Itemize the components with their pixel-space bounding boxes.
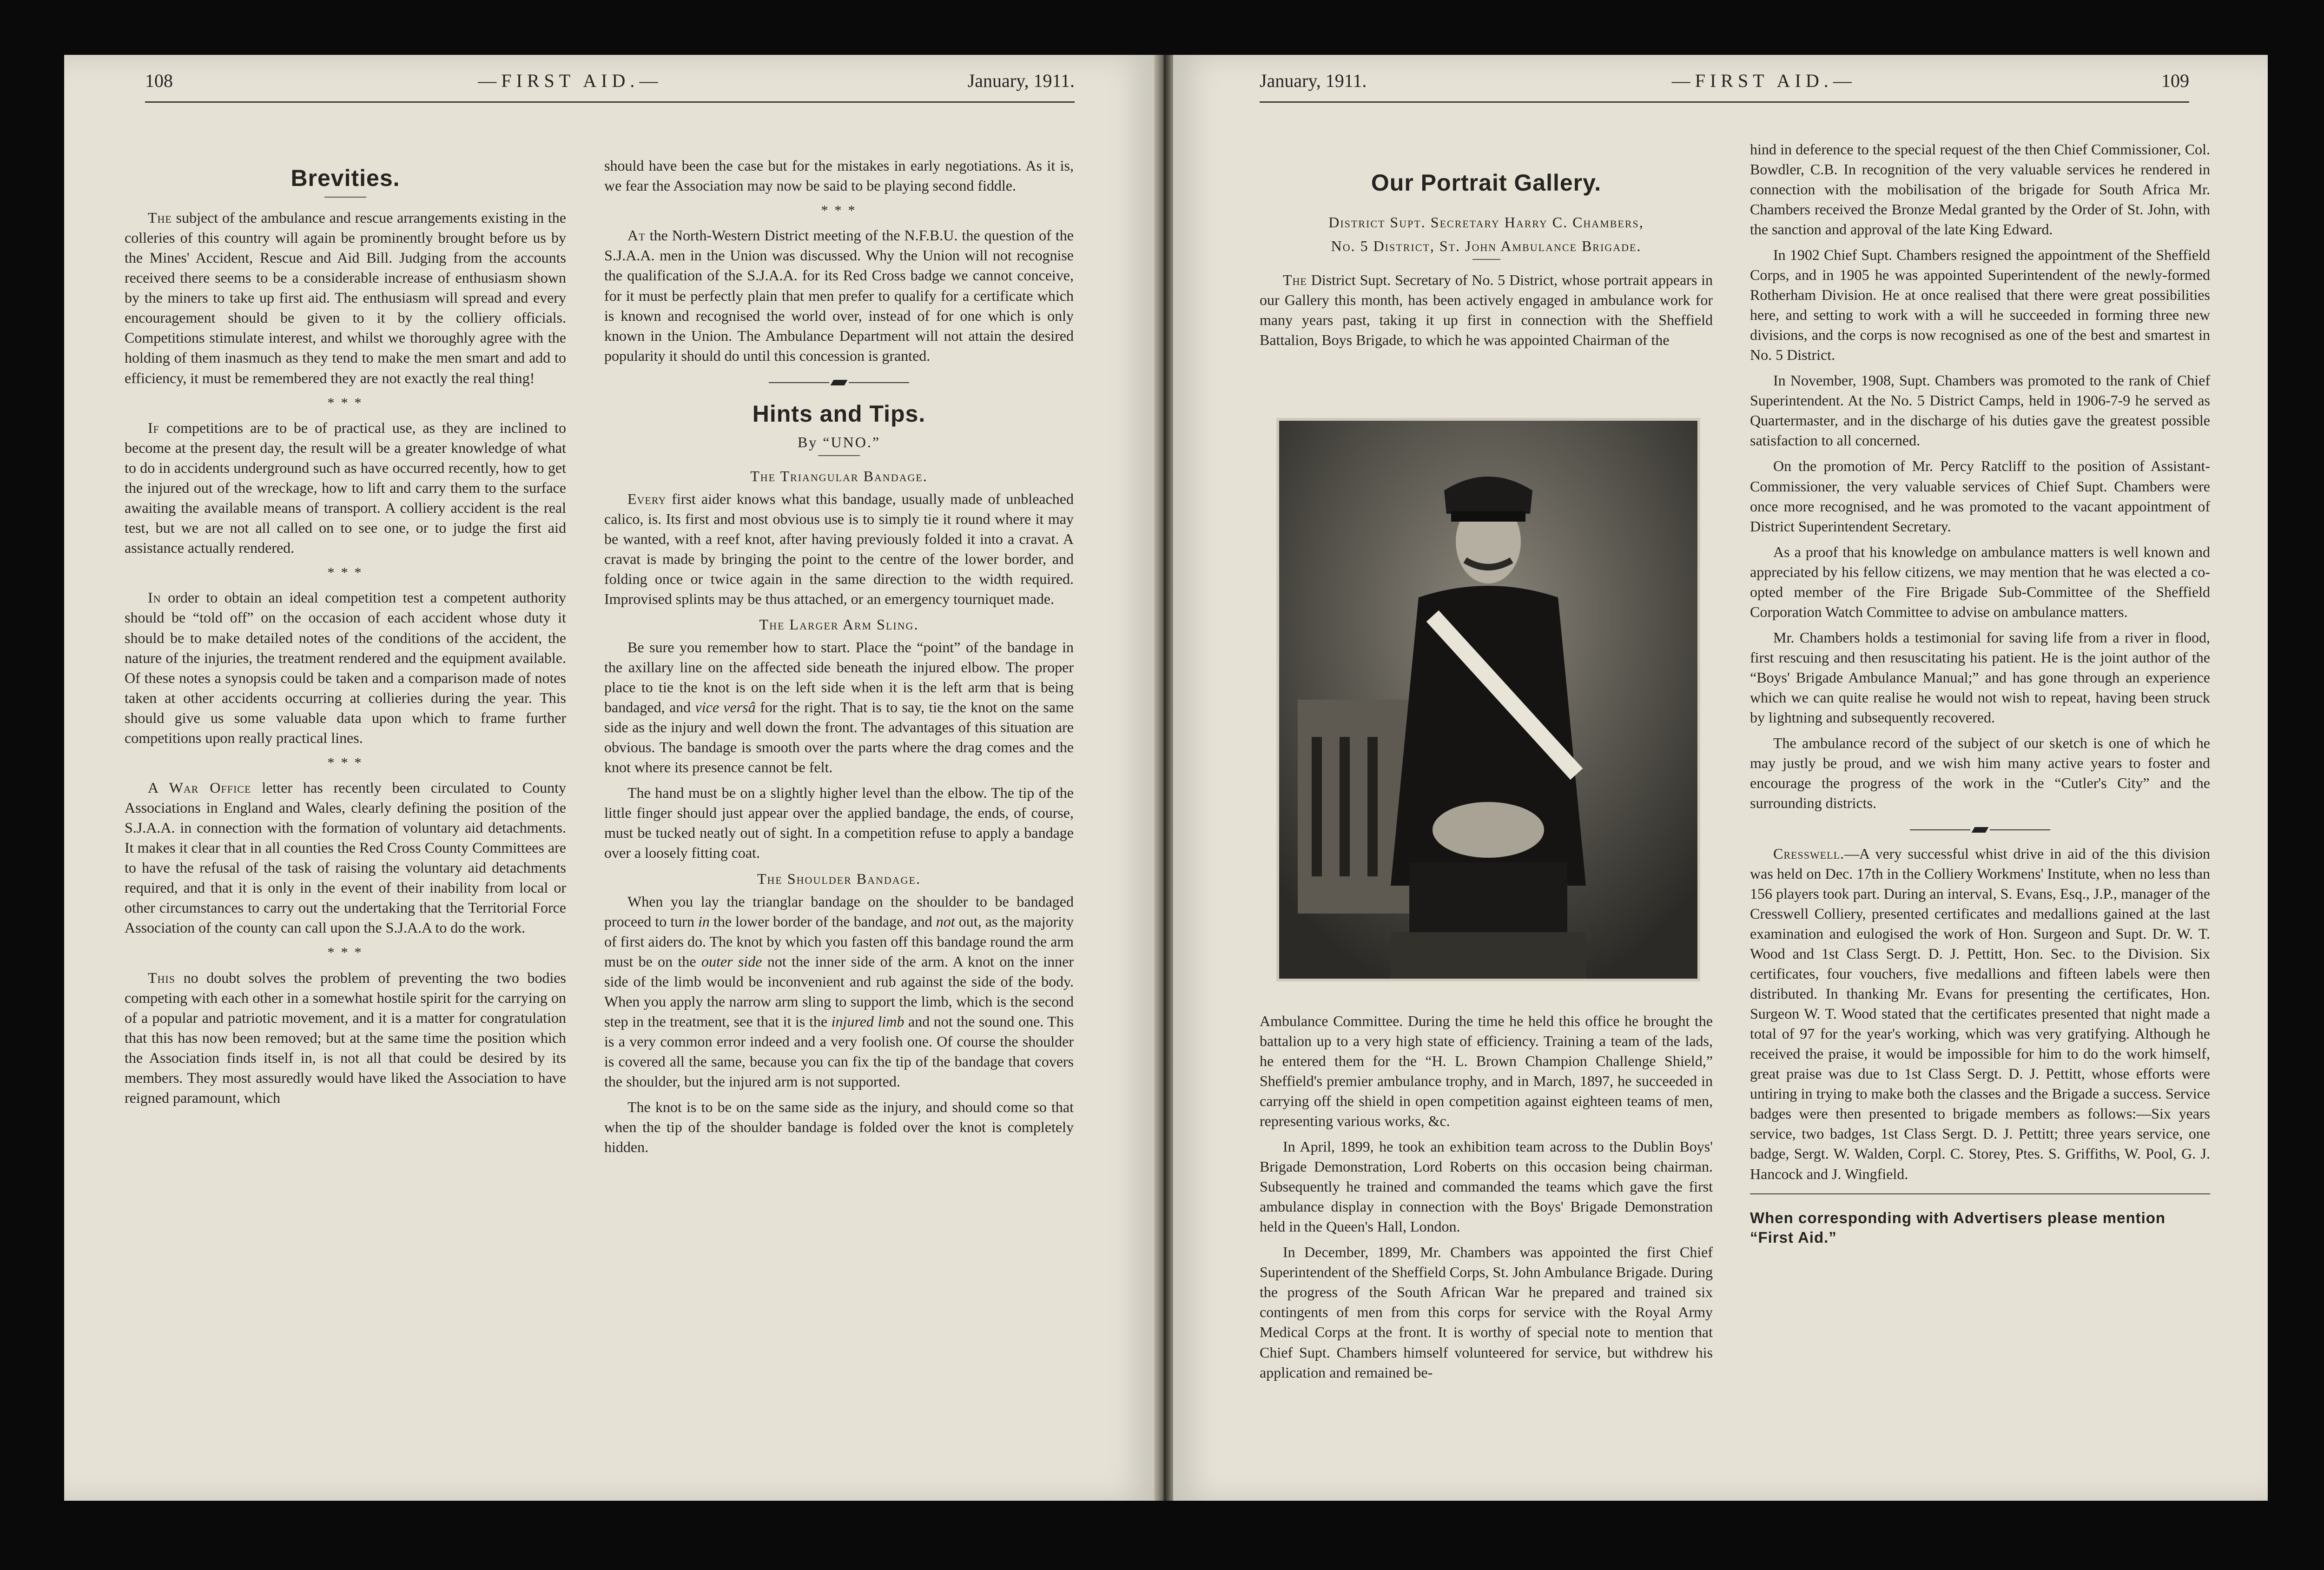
section-stars: * * * <box>327 945 363 961</box>
gallery-paragraph: District Supt. Secretary of No. 5 District, whose portrait appears in our Gallery this month, has been actively engaged in ambulance work for many years past, taking it up first in connection with the Sheffield Battalion, Boys Brigade, to which he was appointed Chairman of the <box>1260 272 1713 349</box>
advert-rule <box>1750 1193 2210 1194</box>
journal-title: —FIRST AID.— <box>478 70 663 91</box>
brevities-paragraph: should have been the case but for the mistakes in early negotiations. As it is, we fear the Association may now be said to be playing second fiddle. <box>604 157 1074 194</box>
journal-title: —FIRST AID.— <box>1671 70 1856 91</box>
header-rule <box>1260 101 2189 103</box>
section-stars: * * * <box>821 203 857 219</box>
cresswell-paragraph: —A very successful whist drive in aid of the this division was held on Dec. 17th in the Colliery Workmens' Institute, when no less than 156 players took part. During an interval, S. Evans, Esq., J.P., manager of the Cresswell Colliery, presented certificates and medallions gained at the last examination and eulogised the work of Hon. Surgeon and Supt. Dr. W. T. Wood and 1st Class Sergt. D. J. Pettitt, Hon. Sec. to the Division. Six certificates, four vouchers, five medallions and fifteen labels were then distributed. In thanking Mr. Evans for presenting the certificates, Hon. Surgeon W. T. Wood stated that the certificates presented that night made a total of 97 for the year's working, which was very gratifying. Although he received the praise, it would be impossible for him to do the work himself, great praise was due to 1st Class Sergt. D. J. Pettitt, whose efforts were untiring in trying to make both the classes and the Brigade a success. Service badges were then presented to brigade members as follows:—Six years service, two badges, 1st Class Sergt. D. J. Pettitt; three years service, one badge, Sergt. W. Walden, Corpl. C. Storey, Ptes. S. Griffiths, W. Pool, G. J. Hancock and J. Wingfield. <box>1750 845 2210 1182</box>
portrait-figure <box>1279 421 1697 979</box>
subheading: The Triangular Bandage. <box>750 467 928 484</box>
advertiser-notice: When corresponding with Advertisers please mention “First Aid.” <box>1750 1209 2166 1246</box>
page-number: 109 <box>2161 70 2189 91</box>
section-ornament <box>604 380 1074 385</box>
gallery-paragraph: In 1902 Chief Supt. Chambers resigned the appointment of the Sheffield Corps, and in 1905 he was appointed Superintendent of the newly-formed Rotherham Division. He at once realised that there were great possibilities here, and setting to work with a will he succeeded in forming three new divisions, and the corps is now recognised as one of the best and smartest in No. 5 District. <box>1750 246 2210 364</box>
right-column-2 <box>1750 139 2210 1248</box>
section-stars: * * * <box>327 395 363 411</box>
issue-date: January, 1911. <box>1260 70 1367 91</box>
portrait-photo <box>1279 421 1697 979</box>
left-column-2: should have been the case but for the mistakes in early negotiations. As it is, we fear the Association may now be said to be playing second fiddle. * * * At the North-Western District meeting of the N.F.B.U. the question of the S.J.A.A. men in the Union was discussed. Why the Union will not recognise the qualification of the S.J.A.A. for its Red Cross badge we cannot conceive, for it must be perfectly plain that men prefer to qualify for a certificate which is known and recognised the world over, instead of for one which is only known in the Union. The Ambulance Department will not attain the desired popularity it should do until this concession is granted. Hints and Tips. By “UNO.” The Triangular Bandage. Every first aider knows what this bandage, usually made of unbleached calico, is. Its first and most obvious use is to simply tie it round where it may be wanted, with a reef knot, after having previously folded it into a cravat. A cravat is made by bringing the point to the centre of the lower border, and folding once or twice again in the same direction to the width required. Improvised splints may be thus attached, or an emergency tourniquet made. The Larger Arm Sling. Be sure you remember how to start. Place the “point” of the bandage in the axillary line on the affected side beneath the injured elbow. The proper place to tie the knot is on the left side when it is the left arm that is being bandaged, and vice versâ for the right. That is to say, tie the knot on the same side as the injury and well down the front. The advantages of this situation are obvious. The bandage is smooth over the parts where the drag comes and the knot where its presence cannot be felt. The hand must be on a slightly higher level than the elbow. The tip of the little finger should just appear over the applied bandage, the ends, of course, must be tucked neatly out of sight. In a competition refuse to apply a bandage over a loosely fitting coat. The Shoulder Bandage. When you lay the trianglar bandage on the shoulder to be bandaged proceed to turn in the lower border of the bandage, and not out, as the majority of first aiders do. The knot by which you fasten off this bandage round the arm must be on the outer side not the inner side of the arm. A knot on the inner side of the limb would be inconvenient and rub against the side of the body. When you apply the narrow arm sling to support the limb, which is the second step in the treatment, see that it is the injured limb and not the sound one. This is a very common error indeed and a very foolish one. Of course the shoulder is covered all the same, because you can fix the tip of the bandage that covers the shoulder, but the injured arm is not supported. The knot is to be on the same side as the injury, and should come so that when the tip of the shoulder bandage is folded over the knot is completely hidden. <box>604 156 1074 1163</box>
heading-rule <box>324 197 366 198</box>
right-column-1-top: Our Portrait Gallery. District Supt. Secretary Harry C. Chambers, No. 5 District, St. John Ambulance Brigade. The District Supt. Secretary of No. 5 District, whose portrait appears in our Gallery this month, has been actively engaged in ambulance work for many years past, taking it up first in connection with the Sheffield Battalion, Boys Brigade, to which he was appointed Chairman of the <box>1260 139 1713 356</box>
page-number: 108 <box>145 70 173 91</box>
gallery-subtitle: No. 5 District, St. John Ambulance Brigade. <box>1331 238 1642 255</box>
hints-paragraph: When you lay the trianglar bandage on the shoulder to be bandaged proceed to turn in the lower border of the bandage, and not out, as the majority of first aiders do. The knot by which you fasten off this bandage round the arm must be on the outer side not the inner side of the arm. A knot on the inner side of the limb would be inconvenient and rub against the side of the body. When you apply the narrow arm sling to support the limb, which is the second step in the treatment, see that it is the injured limb and not the sound one. This is a very common error indeed and a very foolish one. Of course the shoulder is covered all the same, because you can fix the tip of the bandage that covers the shoulder, but the injured arm is not supported. <box>604 893 1074 1090</box>
left-column-1: Brevities. The subject of the ambulance and rescue arrangements existing in the colleries of this country will again be prominently brought before us by the Mines' Accident, Rescue and Aid Bill. Judging from the accounts received there seems to be a considerable increase of enthusiasm shown by the miners to take up first aid. The enthusiasm will spread and every encouragement should be given to it by the colliery officials. Competitions stimulate interest, and whilst we thoroughly agree with the holding of them inasmuch as they tend to make the men smart and add to efficiency, it must be remembered they are not exactly the real thing! * * * If competitions are to be of practical use, as they are inclined to become at the present day, the result will be a greater knowledge of what to do in accidents underground such as have occurred recently, how to get the injured out of the wreckage, how to lift and carry them to the surface awaiting the available means of transport. A colliery accident is the real test, but we are not all called on to see one, or to judge the first aid assistance actually rendered. * * * In order to obtain an ideal competition test a competent authority should be “told off” on the occasion of each accident whose duty it should be to make detailed notes of the conditions of the accident, the nature of the injuries, the treatment rendered and the equipment available. Of these notes a synopsis could be taken and a comparison made of notes taken at other accidents occurring at collieries during the year. This should give us some valuable data upon which to frame further competitions upon really practical lines. * * * A War Office letter has recently been circulated to County Associations in England and Wales, clearly defining the position of the S.J.A.A. in connection with the formation of voluntary aid detachments. It makes it clear that in all counties the Red Cross County Committees are to have the refusal of the task of raising the voluntary aid detachments required, and that it is only in the event of their inability from local or other circumstances to carry out the undertaking that the Territorial Force Association of the county can call upon the S.J.A.A to do the work. * * * This no doubt solves the problem of preventing the two bodies competing with each other in a somewhat hostile spirit for the carrying on of a popular and patriotic movement, and it is a matter for congratulation that this has now been removed; but at the same time the position which the Association finds itself in, is not all that could be desired by its members. They most assuredly would have liked the Association to have reigned paramount, which <box>125 139 566 1113</box>
gallery-subtitle: District Supt. Secretary Harry C. Chambers, <box>1328 214 1644 231</box>
section-stars: * * * <box>327 755 363 770</box>
gallery-paragraph: The ambulance record of the subject of our sketch is one of which he may justly be proud, and we wish him many active years to foster and encourage the progress of the work in the “Cutler's City” and the surrounding districts. <box>1750 734 2210 811</box>
cresswell-lead: Cresswell. <box>1773 845 1845 862</box>
brevities-heading: Brevities. <box>290 165 400 191</box>
gallery-paragraph: In December, 1899, Mr. Chambers was appointed the first Chief Superintendent of the Sheffield Corps, St. John Ambulance Brigade. During the progress of the South African War he prepared and trained six contingents of men from this corps for service with the Royal Army Medical Corps at the front. It is worthy of special note to mention that Chief Supt. Chambers himself volunteered for service, but withdrew his application and remained be- <box>1260 1244 1713 1381</box>
heading-rule <box>818 455 860 456</box>
brevities-paragraph: competitions are to be of practical use, as they are inclined to become at the present day, the result will be a greater knowledge of what to do in accidents underground such as have occurred recently, how to get the injured out of the wreckage, how to lift and carry them to the surface awaiting the available means of transport. A colliery accident is the real test, but we are not all called on to see one, or to judge the first aid assistance actually rendered. <box>125 419 567 556</box>
heading-rule <box>1472 259 1500 260</box>
gallery-heading: Our Portrait Gallery. <box>1371 170 1602 196</box>
hints-paragraph: first aider knows what this bandage, usually made of unbleached calico, is. Its first and most obvious use is to simply tie it round where it may be wanted, with a reef knot, after having previously folded it into a cravat. A cravat is made by bringing the point to the centre of the lower border, and folding once or twice again in the same direction to the width required. Improvised splints may be thus attached, or an emergency tourniquet made. <box>604 490 1074 608</box>
brevities-paragraph: letter has recently been circulated to County Associations in England and Wales, clearly defining the position of the S.J.A.A. in connection with the formation of voluntary aid detachments. It makes it clear that in all counties the Red Cross County Committees are to have the refusal of the task of raising the voluntary aid detachments required, and that it is only in the event of their inability from local or other circumstances to carry out the undertaking that the Territorial Force Association of the county can call upon the S.J.A.A to do the work. <box>125 779 567 936</box>
gallery-paragraph: In April, 1899, he took an exhibition team across to the Dublin Boys' Brigade Demonstration, Lord Roberts on this occasion being chairman. Subsequently he trained and commanded the teams which gave the first ambulance display in connection with the Boys' Brigade Demonstration held in the Queen's Hall, London. <box>1260 1138 1713 1235</box>
header-rule <box>145 101 1075 103</box>
left-page-header <box>145 70 1075 98</box>
gallery-paragraph: In November, 1908, Supt. Chambers was promoted to the rank of Chief Superintendent. At the No. 5 District Camps, held in 1906-7-9 he served as Quartermaster, and in the discharge of his duties gave the greatest possible satisfaction to all concerned. <box>1750 372 2210 449</box>
right-column-1-bottom <box>1260 1011 1713 1388</box>
gallery-paragraph: As a proof that his knowledge on ambulance matters is well known and appreciated by his fellow citizens, we may mention that he was elected a co-opted member of the Fire Brigade Sub-Committee of the Sheffield Corporation Watch Committee to advise on ambulance matters. <box>1750 543 2210 620</box>
subheading: The Shoulder Bandage. <box>757 870 921 887</box>
issue-date: January, 1911. <box>967 70 1075 91</box>
brevities-paragraph: subject of the ambulance and rescue arrangements existing in the colleries of this country will again be prominently brought before us by the Mines' Accident, Rescue and Aid Bill. Judging from the accounts received there seems to be a considerable increase of enthusiasm shown by the miners to take up first aid. The enthusiasm will spread and every encouragement should be given to it by the colliery officials. Competitions stimulate interest, and whilst we thoroughly agree with the holding of them inasmuch as they tend to make the men smart and add to efficiency, it must be remembered they are not exactly the real thing! <box>125 209 567 386</box>
section-ornament <box>1750 827 2210 833</box>
section-stars: * * * <box>327 565 363 581</box>
gallery-paragraph: Mr. Chambers holds a testimonial for saving life from a river in flood, first rescuing and then resuscitating his patient. He is the joint author of the “Boys' Brigade Ambulance Manual;” and has gone through an experience which we can quite realise he would not wish to repeat, having been struck by lightning and subsequently recovered. <box>1750 629 2210 726</box>
right-page-header <box>1260 70 2189 98</box>
byline: By “UNO.” <box>797 433 881 450</box>
gallery-paragraph: Ambulance Committee. During the time he held this office he brought the battalion up to a very high state of efficiency. Training a team of the lads, he entered them for the “H. L. Brown Champion Challenge Shield,” Sheffield's premier ambulance trophy, and in March, 1897, he succeeded in carrying off the shield in open competition against eighteen teams of men, representing various works, &c. <box>1260 1013 1713 1130</box>
gallery-paragraph: On the promotion of Mr. Percy Ratcliff to the position of Assistant-Commissioner, the very valuable services of Chief Supt. Chambers were once more recognised, and he was promoted to the vacant appointment of District Superintendent Secretary. <box>1750 457 2210 535</box>
brevities-paragraph: order to obtain an ideal competition test a competent authority should be “told off” on the occasion of each accident whose duty it should be to make detailed notes of the conditions of the accident, the nature of the injuries, the treatment rendered and the equipment available. Of these notes a synopsis could be taken and a comparison made of notes taken at other accidents occurring at collieries during the year. This should give us some valuable data upon which to frame further competitions upon really practical lines. <box>125 589 567 746</box>
book-spine <box>1154 55 1173 1501</box>
brevities-paragraph: the North-Western District meeting of the N.F.B.U. the question of the S.J.A.A. men in the Union was discussed. Why the Union will not recognise the qualification of the S.J.A.A. for its Red Cross badge we cannot conceive, for it must be perfectly plain that men prefer to qualify for a certificate which is known and recognised the world over, instead of for one which is only known in the Union. The Ambulance Department will not attain the desired popularity it should do until this concession is granted. <box>604 227 1074 364</box>
brevities-paragraph: no doubt solves the problem of preventing the two bodies competing with each other in a somewhat hostile spirit for the carrying on of a popular and patriotic movement, and it is a matter for congratulation that this has now been removed; but at the same time the position which the Association finds itself in, is not all that could be desired by its members. They most assuredly would have liked the Association to have reigned paramount, which <box>125 969 567 1106</box>
hints-paragraph: The hand must be on a slightly higher level than the elbow. The tip of the little finger should just appear over the applied bandage, the ends, of course, must be tucked neatly out of sight. In a competition refuse to apply a bandage over a loosely fitting coat. <box>604 784 1074 861</box>
hints-paragraph: The knot is to be on the same side as the injury, and should come so that when the tip of the shoulder bandage is folded over the knot is completely hidden. <box>604 1098 1074 1155</box>
gallery-paragraph: hind in deference to the special request of the then Chief Commissioner, Col. Bowdler, C.B. In recognition of the very valuable services he rendered in connection with the mobilisation of the brigade for South Africa Mr. Chambers received the Bronze Medal granted by the Order of St. John, with the sanction and approval of the late King Edward. <box>1750 141 2210 238</box>
hints-paragraph: Be sure you remember how to start. Place the “point” of the bandage in the axillary line on the affected side beneath the injured elbow. The proper place to tie the knot is on the left side when it is the left arm that is being bandaged, and vice versâ for the right. That is to say, tie the knot on the same side as the injury and well down the front. The advantages of this situation are obvious. The bandage is smooth over the parts where the drag comes and the knot where its presence cannot be felt. <box>604 639 1074 776</box>
hints-heading: Hints and Tips. <box>752 400 926 427</box>
subheading: The Larger Arm Sling. <box>759 616 919 633</box>
